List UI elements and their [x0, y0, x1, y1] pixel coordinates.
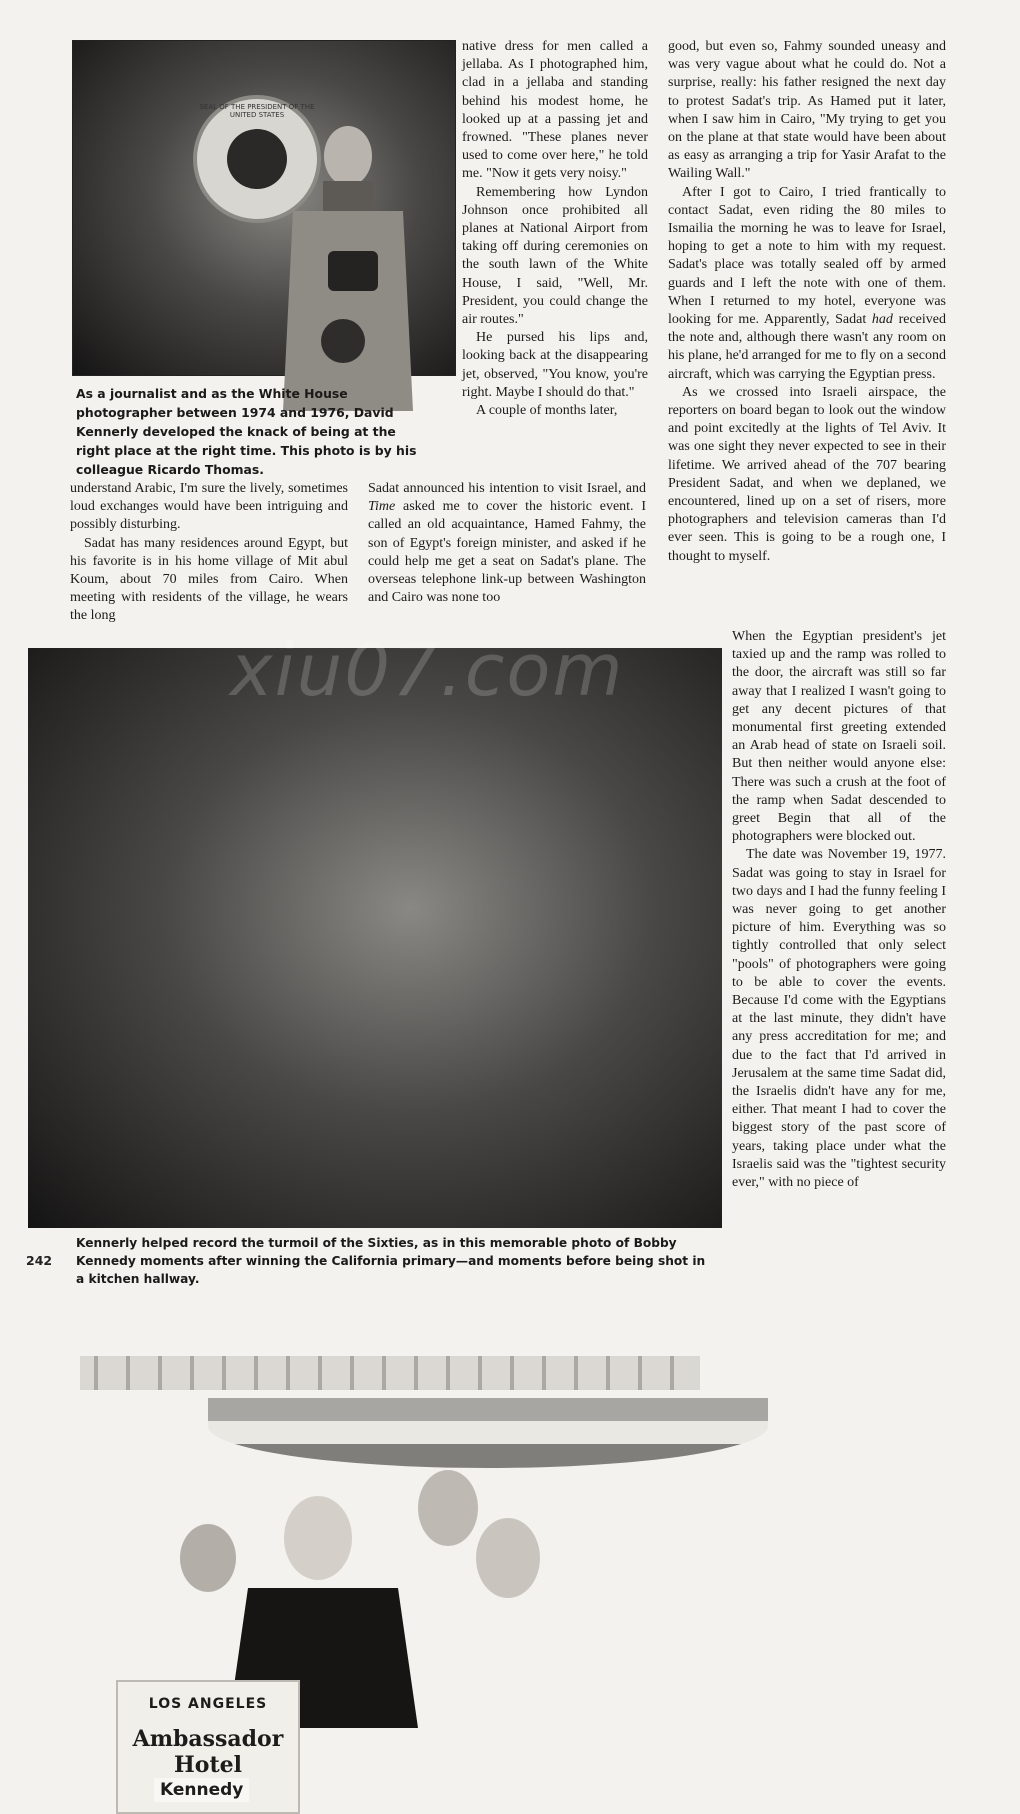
photo-kennerly-at-air-force-one — [72, 40, 456, 376]
photographer-figure — [273, 111, 423, 411]
emphasis: had — [871, 312, 893, 328]
paragraph: When the Egyptian president's jet taxied up and the ramp was rolled to the door, the aircraft was still so far away that I realized I wasn't going to get any decent pictures of that monumental first greeting extended an Arab head of state on Israeli soil. But then neither would anyone else: There was such a crush at the foot of the ramp when Sadat descended to greet Begin that all of the photographers were blocked out. — [732, 629, 946, 845]
sign-city: LOS ANGELES — [148, 1696, 268, 1712]
column-right-narrow — [732, 628, 946, 1268]
paragraph: Sadat has many residences around Egypt, but his favorite is in his home village of Mit abul Koum, about 70 miles from Cairo. When meeting with residents of the village, he wears the long — [70, 535, 348, 624]
text-run: received the note and, although there wasn't any room on his plane, he'd arranged for me to fly on a second aircraft, which was carrying the Egyptian press. — [668, 312, 946, 382]
paragraph: native dress for men called a jellaba. As I photographed him, clad in a jellaba and standing behind his modest home, he looked up at a passing jet and frowned. "These planes never used to come over here," he told me. "Now it gets very noisy." — [462, 39, 648, 182]
page-number: 242 — [26, 1253, 53, 1268]
column-right — [668, 38, 946, 626]
paragraph: The date was November 19, 1977. Sadat was going to stay in Israel for two days and I had the funny feeling I was never going to get another picture of him. Everything was so tightly controlled that only select "pools" of photographers were going to be able to cover the events. Because I'd come with the Egyptians at the last minute, they didn't have any press accreditation for me; and due to the fact that I'd arrived in Jerusalem at the same time Sadat did, the Israelis didn't have any for me, either. That meant I had to cover the biggest story of the past score of years, taking place under what the Israelis said was the "tightest security ever," with no piece of — [732, 847, 946, 1191]
decorative-frieze — [80, 1356, 700, 1390]
paragraph — [368, 480, 646, 607]
ambassador-hotel-sign — [116, 1680, 300, 1814]
paragraph — [668, 184, 946, 384]
magazine-title: Time — [368, 499, 396, 515]
top-photo-caption: As a journalist and as the White House photographer between 1974 and 1976, David Kennerly developed the knack of being at the right place at the right time. This photo is by his colleague Ricardo Thomas. — [76, 386, 417, 477]
paragraph: He pursed his lips and, looking back at the disappearing jet, observed, "You know, you're right. Maybe I should do that." — [462, 330, 648, 400]
column-middle-top — [462, 38, 648, 474]
text-run: Sadat announced his intention to visit Israel, and — [368, 481, 646, 496]
column-middle-bottom — [368, 480, 646, 626]
column-left — [70, 480, 348, 626]
text-run: After I got to Cairo, I tried frantically to contact Sadat, even riding the 80 miles to Ismailia the morning he was to leave for Israel, hoping to get a note to him with my request. Sadat's place was totally sealed off by armed guards and I left the note with one of them. When I returned to my hotel, everyone was looking for me. Apparently, Sadat — [668, 184, 946, 328]
paragraph: Remembering how Lyndon Johnson once prohibited all planes at National Airport from taking off during ceremonies on the south lawn of the White House, I said, "Well, Mr. President, you could change the air routes." — [462, 184, 648, 328]
bottom-photo-caption: Kennerly helped record the turmoil of the Sixties, as in this memorable photo of Bobby Kennedy moments after winning the California primary—and moments before being shot in a kitchen hallway. — [76, 1236, 706, 1286]
paragraph: good, but even so, Fahmy sounded uneasy and was very vague about what he could do. Not a surprise, really: his father resigned the next day to protest Sadat's trip. As Hamed put it later, when I saw him in Cairo, "My trying to get you on the plane at that state would have been about as easy as arranging a trip for Yasir Arafat to the Wailing Wall." — [668, 39, 946, 182]
kennedy-placard: Kennedy — [154, 1778, 249, 1802]
flag-bunting — [208, 1398, 768, 1468]
paragraph: A couple of months later, — [476, 403, 618, 419]
text-run: asked me to cover the historic event. I called an old acquaintance, Hamed Fahmy, the son of Egypt's foreign minister, and asked if he could help me get a seat on Sadat's plane. The overseas telephone link-up between Washington and Cairo was none too — [368, 499, 646, 606]
seal-text: SEAL OF THE PRESIDENT OF THE UNITED STATES — [199, 103, 315, 119]
paragraph: As we crossed into Israeli airspace, the reporters on board began to look out the window and point excitedly at the lights of Tel Aviv. It was one sight they never expected to see in their lifetime. We arrived ahead of the 707 bearing President Sadat, and when we deplaned, we encountered, lined up on a set of risers, more photographers and television cameras than I'd ever seen. This is going to be a rough one, I thought to myself. — [668, 384, 946, 564]
paragraph: understand Arabic, I'm sure the lively, sometimes loud exchanges would have been intriguing and possibly disturbing. — [70, 481, 348, 533]
sign-hotel-name: Ambassador Hotel — [132, 1726, 284, 1778]
